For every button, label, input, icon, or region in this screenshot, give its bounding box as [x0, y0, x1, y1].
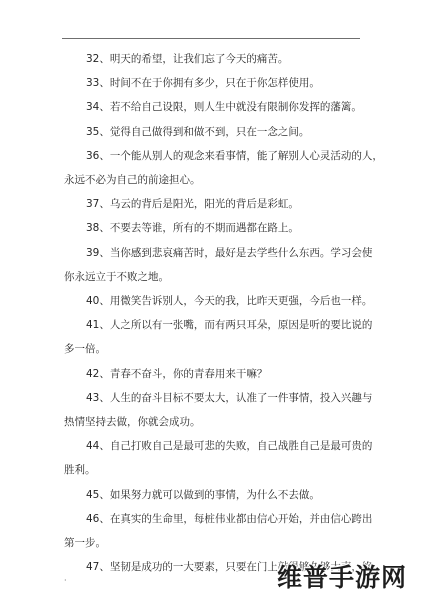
quote-item — [64, 192, 364, 216]
quote-line: 46、在真实的生命里，每桩伟业都由信心开始，并由信心跨出 — [86, 512, 373, 525]
quote-line: 44、自己打败自己是最可悲的失败，自己战胜自己是最可贵的 — [86, 440, 373, 453]
quote-line: 47、坚韧是成功的一大要素，只要在门上敲得够久够大声，终 — [86, 561, 373, 574]
top-rule — [62, 38, 360, 39]
quote-item — [64, 362, 364, 386]
quote-line: 34、若不给自己设限，则人生中就没有限制你发挥的藩篱。 — [86, 101, 362, 114]
quote-item — [64, 507, 373, 555]
quote-line: 39、当你感到悲哀痛苦时，最好是去学些什么东西。学习会使 — [86, 246, 373, 259]
footer-mark: · — [64, 576, 67, 585]
quote-continuation-line: 永远不必为自己的前途担心。 — [64, 174, 201, 187]
quote-continuation-line: 胜利。 — [64, 464, 96, 477]
quote-line: 45、如果努力就可以做到的事情，为什么不去做。 — [86, 488, 320, 501]
quote-line: 35、觉得自己做得到和做不到，只在一念之间。 — [86, 125, 310, 138]
quote-item — [64, 120, 364, 144]
quote-line: 33、时间不在于你拥有多少，只在于你怎样使用。 — [86, 77, 320, 90]
quote-continuation-line: 第一步。 — [64, 537, 106, 550]
quote-item — [64, 483, 364, 507]
quote-line: 41、人之所以有一张嘴，而有两只耳朵，原因是听的要比说的 — [86, 319, 373, 332]
quote-line: 40、用微笑告诉别人，今天的我，比昨天更强，今后也一样。 — [86, 295, 373, 308]
quote-item — [64, 386, 373, 434]
quote-item — [64, 434, 373, 482]
quote-item — [64, 71, 364, 95]
quote-item — [64, 216, 364, 240]
quote-line: 36、一个能从别人的观念来看事情，能了解别人心灵活动的人， — [86, 149, 383, 162]
site-watermark: 维普手游网 — [276, 563, 407, 592]
quote-line: 42、青春不奋斗，你的青春用来干嘛？ — [86, 367, 268, 380]
quote-line: 43、人生的奋斗目标不要太大，认准了一件事情，投入兴趣与 — [86, 391, 373, 404]
quote-item — [64, 313, 373, 361]
quote-item — [64, 95, 364, 119]
quote-continuation-line: 热情坚持去做，你就会成功。 — [64, 416, 201, 429]
quote-item — [64, 289, 373, 313]
quote-item — [64, 47, 364, 71]
quote-item — [64, 144, 383, 192]
quote-line: 37、乌云的背后是阳光，阳光的背后是彩虹。 — [86, 198, 299, 211]
quote-continuation-line: 多一倍。 — [64, 343, 106, 356]
quote-item — [64, 241, 373, 289]
quote-list — [64, 47, 383, 579]
quote-continuation-line: 你永远立于不败之地。 — [64, 270, 169, 283]
quote-line: 38、不要去等谁，所有的不期而遇都在路上。 — [86, 222, 299, 235]
quote-line: 32、明天的希望，让我们忘了今天的痛苦。 — [86, 53, 289, 65]
